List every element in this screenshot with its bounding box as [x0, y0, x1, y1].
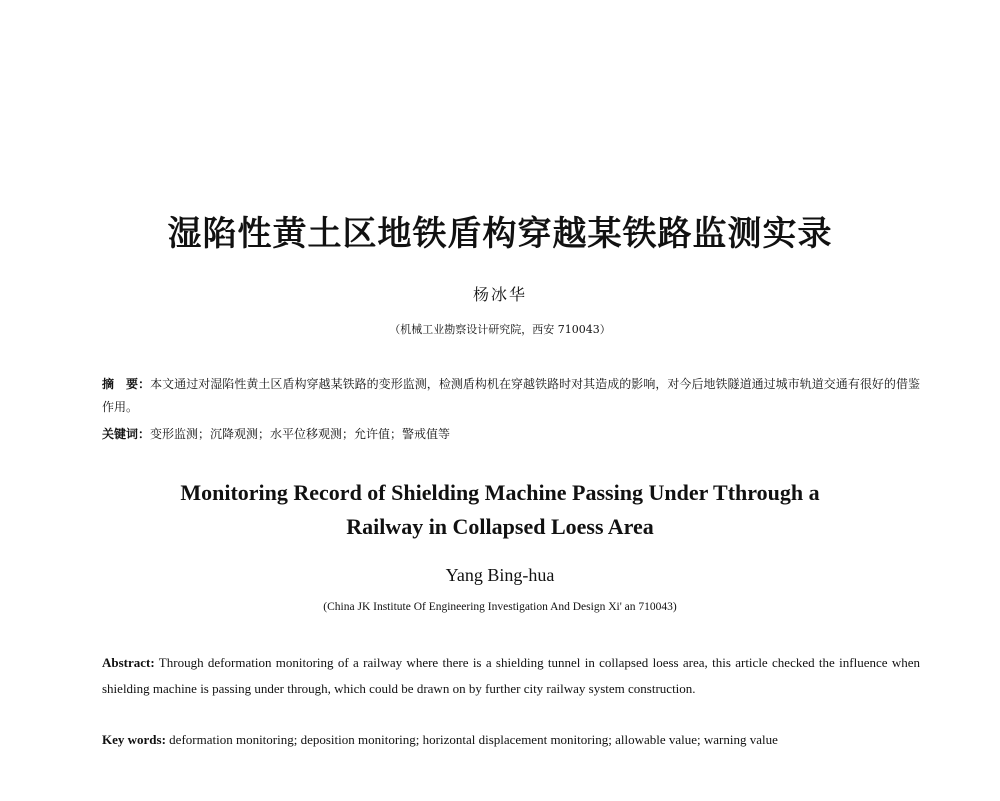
english-keywords-label: Key words:: [102, 732, 166, 747]
chinese-abstract-label: 摘 要：: [102, 377, 151, 391]
english-abstract-label: Abstract:: [102, 655, 155, 670]
chinese-title: 湿陷性黄土区地铁盾构穿越某铁路监测实录: [167, 214, 833, 254]
english-keywords: [102, 727, 920, 753]
english-abstract: [102, 650, 920, 702]
chinese-abstract: [102, 373, 920, 419]
english-title-line-2: Railway in Collapsed Loess Area: [346, 514, 654, 539]
english-affiliation: (China JK Institute Of Engineering Investigation And Design Xi' an 710043): [323, 601, 677, 613]
chinese-keywords-text: 变形监测；沉降观测；水平位移观测；允许值；警戒值等: [150, 427, 451, 441]
chinese-abstract-text: 本文通过对湿陷性黄土区盾构穿越某铁路的变形监测，检测盾构机在穿越铁路时对其造成的影响，对今后地铁隧道通过城市轨道交通有很好的借鉴作用。: [102, 377, 920, 414]
english-keywords-text: deformation monitoring; deposition monitoring; horizontal displacement monitoring; allowable value; warning value: [165, 732, 778, 747]
english-title: [150, 476, 850, 544]
english-author: Yang Bing-hua: [445, 565, 555, 585]
english-title-line-1: Monitoring Record of Shielding Machine Passing Under Tthrough a: [180, 480, 820, 505]
chinese-author: 杨冰华: [472, 285, 527, 304]
chinese-keywords: [102, 423, 920, 445]
chinese-keywords-label: 关键词：: [102, 427, 151, 441]
chinese-affiliation: （机械工业勘察设计研究院，西安 710043）: [389, 323, 611, 336]
english-abstract-text: Through deformation monitoring of a railway where there is a shielding tunnel in collapsed loess area, this article checked the influence when shielding machine is passing under through, which could be drawn on by further city railway system construction.: [102, 655, 920, 696]
